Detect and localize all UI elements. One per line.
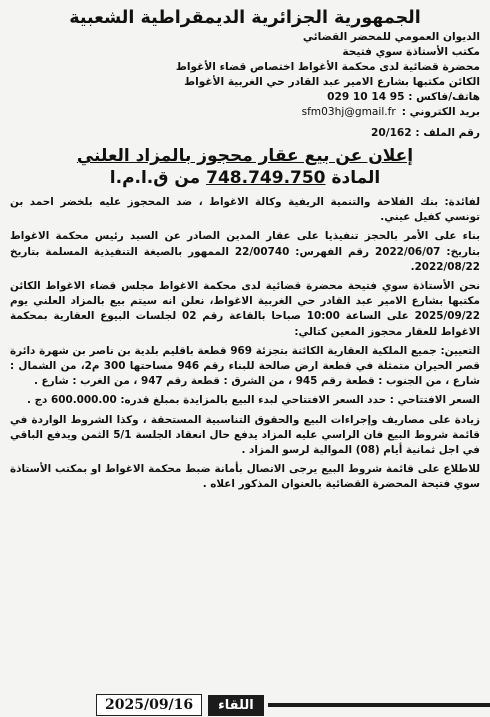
newspaper-footer bbox=[0, 693, 490, 717]
phone-label: هاتف/فاكس : bbox=[408, 91, 480, 103]
announcement-paragraph: نحن الأستاذة سوي فتيحة محضرة قضائية لدى محكمة الاغواط مجلس قضاء الاغواط الكائن مكتبها بشارع الامير عبد القادر حي الغربية الاغواط، نعلن انه سيتم بيع بالمزاد العلني يوم 2025/09/22 على الساعة 10:00 صباحا بالقاعة رقم 02 لجلسات البيوع العقارية بمحكمة الاغواط للعقار محجوز المعين كتالي: bbox=[10, 280, 480, 338]
file-number-line bbox=[10, 126, 480, 141]
country-heading: الجمهورية الجزائرية الديمقراطية الشعبية bbox=[69, 8, 421, 28]
contact-paragraph: للاطلاع على قائمة شروط البيع يرجى الاتصال بأمانة ضبط محكمة الاغواط او بمكتب الأستاذة سوي فتيحة المحضرة القضائية بالعنوان المذكور اعلاه . bbox=[10, 463, 480, 491]
footer-rule bbox=[268, 703, 490, 707]
order-paragraph: بناء على الأمر بالحجز تنفيذيا على عقار المدين الصادر عن السيد رئيس محكمة الاغواط بتاريخ: 2022/06/07 رقم الفهرس: 22/00740 الممهور بالصيغة التنفيذية المسلمة بتاريخ 2022/08/22. bbox=[10, 230, 480, 273]
bureau-line: مكتب الأستاذة سوي فتيحة bbox=[342, 46, 480, 58]
file-value: 20/162 bbox=[370, 127, 412, 139]
notice-body bbox=[10, 195, 480, 493]
article-suffix: من ق.ا.م.ا bbox=[109, 168, 201, 188]
article-numbers: 748.749.750 bbox=[206, 168, 326, 188]
conditions-paragraph: زيادة على مصاريف وإجراءات البيع والحقوق التناسبية المستحقة ، وكذا الشروط الواردة في قائمة شروط البيع فان الراسي عليه المزاد يدفع حال انعقاد الجلسة 5/1 الثمن ويدفع الباقي في اجل ثمانية أيام (08) الموالية لرسو المزاد . bbox=[10, 413, 480, 457]
address-line: الكائن مكتبها بشارع الامير عبد القادر حي الغربية الأغواط bbox=[184, 76, 480, 88]
email-label: بريد الكتروني : bbox=[401, 106, 480, 118]
article-prefix: المادة bbox=[331, 168, 381, 188]
notice-title-line1: إعلان عن بيع عقار محجوز بالمزاد العلني bbox=[76, 146, 414, 166]
beneficiary-paragraph: لفائدة: بنك الفلاحة والتنمية الريفية وكالة الاغواط ، ضد المحجوز عليه بلخضر احمد بن تونسي كفيل عيني. bbox=[10, 196, 480, 224]
email-value: sfm03hj@gmail.fr bbox=[301, 106, 396, 118]
phone-value: 029 10 14 95 bbox=[327, 91, 405, 103]
office-line: الديوان العمومي للمحضر القضائي bbox=[302, 31, 480, 43]
property-paragraph: التعيين: جميع الملكية العقارية الكائنة بتجزئة 969 قطعة باقليم بلدية بن ناصر بن شهرة دائرة قصر الحيران متمثلة في قطعة ارض صالحة للبناء رقم 946 مساحتها 300 م2، من الشمال : شارع ، من الجنوب : قطعة رقم 945 ، من الشرق : قطعة رقم 947 ، من الغرب : شارع . bbox=[10, 344, 481, 388]
newspaper-name: اللقاء bbox=[208, 695, 264, 716]
notice-title-line2 bbox=[10, 167, 480, 189]
notice-title bbox=[10, 145, 480, 189]
file-label: رقم الملف : bbox=[415, 127, 480, 139]
opening-price-paragraph: السعر الافتتاحي : حدد السعر الافتتاحي لبدء البيع بالمزايدة بمبلغ قدره: 600.000.00 دج . bbox=[27, 394, 480, 407]
email-line bbox=[10, 105, 480, 120]
publication-date: 2025/09/16 bbox=[96, 694, 202, 716]
role-line: محضرة قضائية لدى محكمة الأغواط اختصاص قضاء الأغواط bbox=[175, 61, 480, 73]
phone-line bbox=[10, 90, 480, 105]
